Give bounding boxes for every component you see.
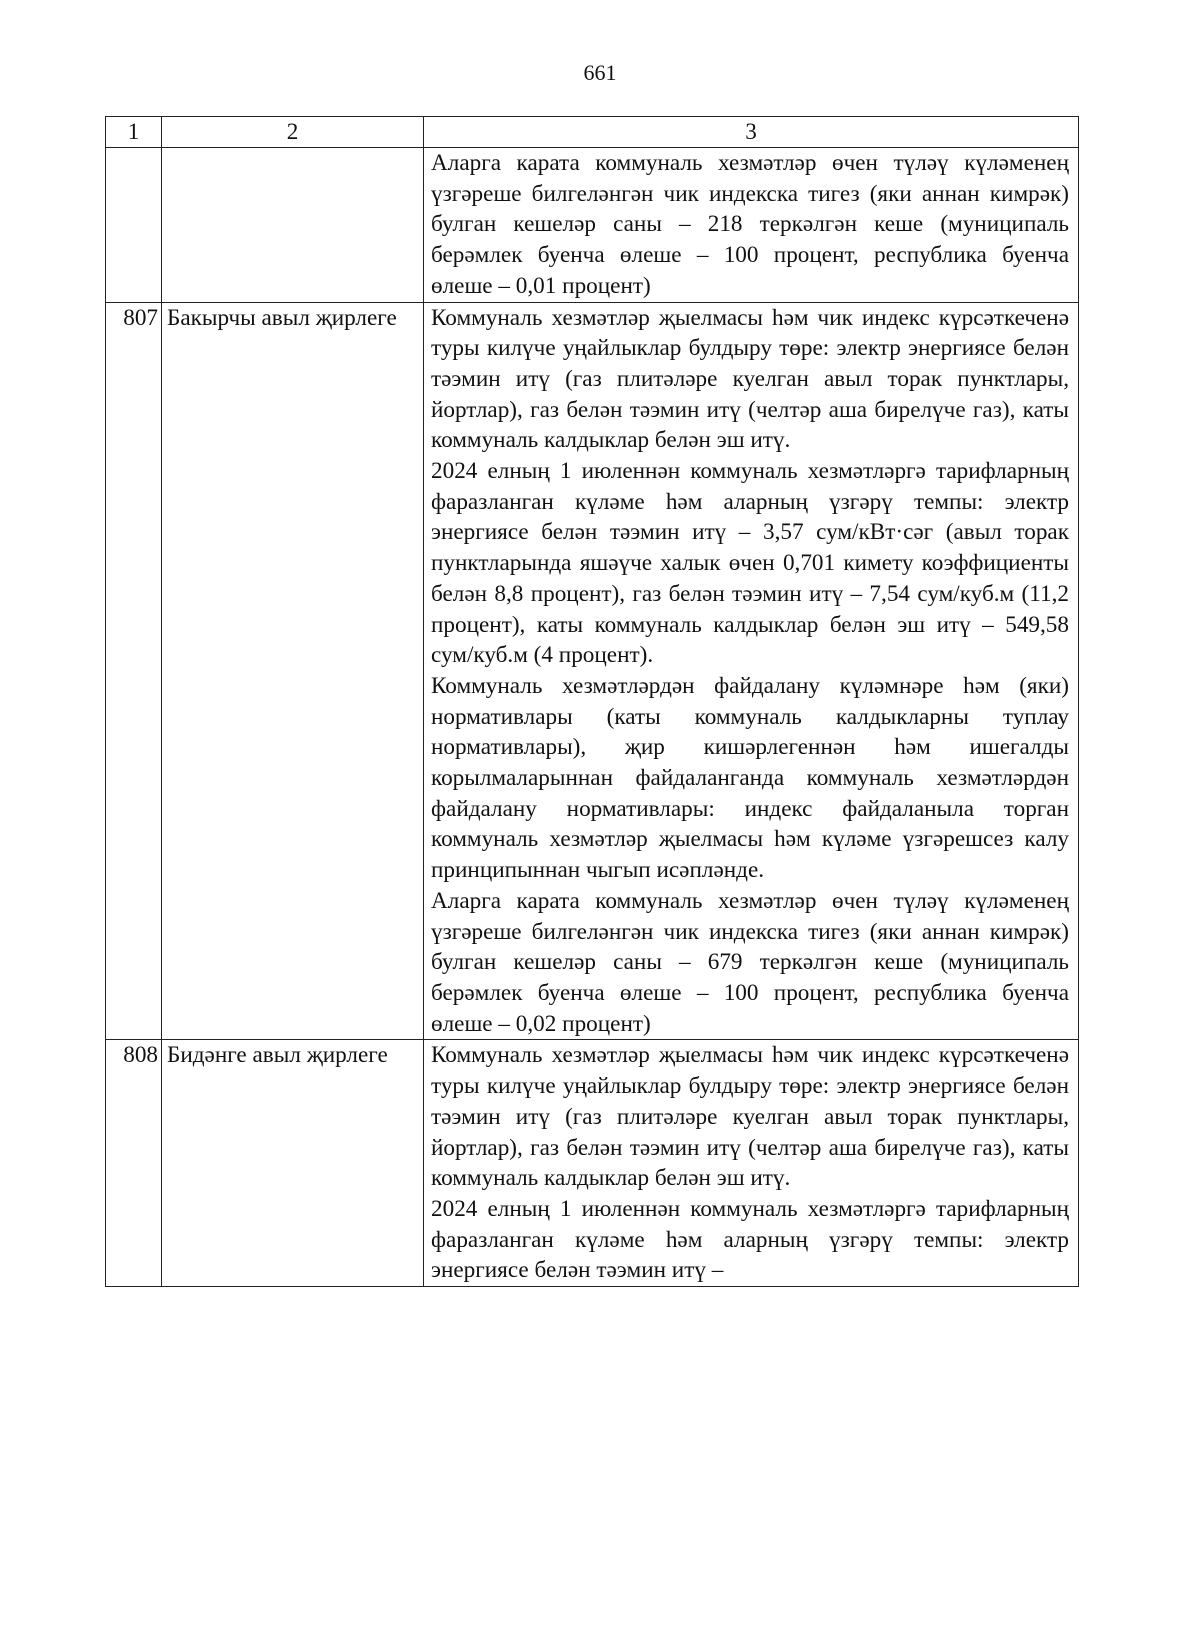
row-number (106, 148, 162, 303)
data-table (105, 116, 1079, 1287)
page-number: 661 (583, 60, 617, 85)
description-paragraph: 2024 елның 1 июленнән коммуналь хезмәтләргә тарифларның фаразланган күләме һәм аларның үзгәрү темпы: электр энергиясе белән тәэмин итү – 3,57 сум/кВт·сәг (авыл торак пунктларында яшәүче халык өчен 0,701 кимету коэффициенты белән 8,8 процент), газ белән тәэмин итү – 7,54 сум/куб.м (11,2 процент), каты коммуналь калдыклар белән эш итү – 549,58 сум/куб.м (4 процент). (431, 458, 1069, 669)
column-header: 2 (162, 117, 424, 148)
description-paragraph: Аларга карата коммуналь хезмәтләр өчен түләү күләменең үзгәреше билгеләнгән чик индекска тигез (яки аннан кимрәк) булган кешеләр саны – 679 теркәлгән кеше (муниципаль берәмлек буенча өлеше – 100 процент, республика буенча өлеше – 0,02 процент) (431, 887, 1069, 1037)
row-number: 808 (106, 1040, 162, 1287)
row-description (424, 148, 1079, 303)
table-row (106, 148, 1079, 303)
description-paragraph: Коммуналь хезмәтләрдән файдалану күләмнәре һәм (яки) нормативлары (каты коммуналь калдыкларны туплау нормативлары), җир кишәрлегеннән һәм ишегалды корылмаларыннан файдаланганда коммуналь хезмәтләрдән файдалану нормативлары: индекс файдаланыла торган коммуналь хезмәтләр җыелмасы һәм күләме үзгәрешсез калу принципыннан чыгып исәпләнде. (431, 672, 1069, 884)
row-description (424, 302, 1079, 1040)
description-paragraph: Аларга карата коммуналь хезмәтләр өчен түләү күләменең үзгәреше билгеләнгән чик индекска тигез (яки аннан кимрәк) булган кешеләр саны – 218 теркәлгән кеше (муниципаль берәмлек буенча өлеше – 100 процент, республика буенча өлеше – 0,01 процент) (431, 150, 1069, 299)
settlement-name: Бидәнге авыл җирлеге (162, 1040, 424, 1287)
description-paragraph: 2024 елның 1 июленнән коммуналь хезмәтләргә тарифларның фаразланган күләме һәм аларның үзгәрү темпы: электр энергиясе белән тәэмин итү – (431, 1195, 1069, 1284)
table-row (106, 1040, 1079, 1287)
description-paragraph: Коммуналь хезмәтләр җыелмасы һәм чик индекс күрсәткеченә туры килүче уңайлыклар булдыру төре: электр энергиясе белән тәэмин итү (газ плитәләре куелган авыл торак пунктлары, йортлар), газ белән тәэмин итү (челтәр аша бирелүче газ), каты коммуналь калдыклар белән эш итү. (431, 1042, 1069, 1192)
row-description (424, 1040, 1079, 1287)
settlement-name: Бакырчы авыл җирлеге (162, 302, 424, 1040)
column-header: 3 (424, 117, 1079, 148)
column-header: 1 (106, 117, 162, 148)
description-paragraph: Коммуналь хезмәтләр җыелмасы һәм чик индекс күрсәткеченә туры килүче уңайлыклар булдыру төре: электр энергиясе белән тәэмин итү (газ плитәләре куелган авыл торак пунктлары, йортлар), газ белән тәэмин итү (челтәр аша бирелүче газ), каты коммуналь калдыклар белән эш итү. (431, 304, 1069, 454)
settlement-name (162, 148, 424, 303)
row-number: 807 (106, 302, 162, 1040)
table-header-row (106, 117, 1079, 148)
table-row (106, 302, 1079, 1040)
